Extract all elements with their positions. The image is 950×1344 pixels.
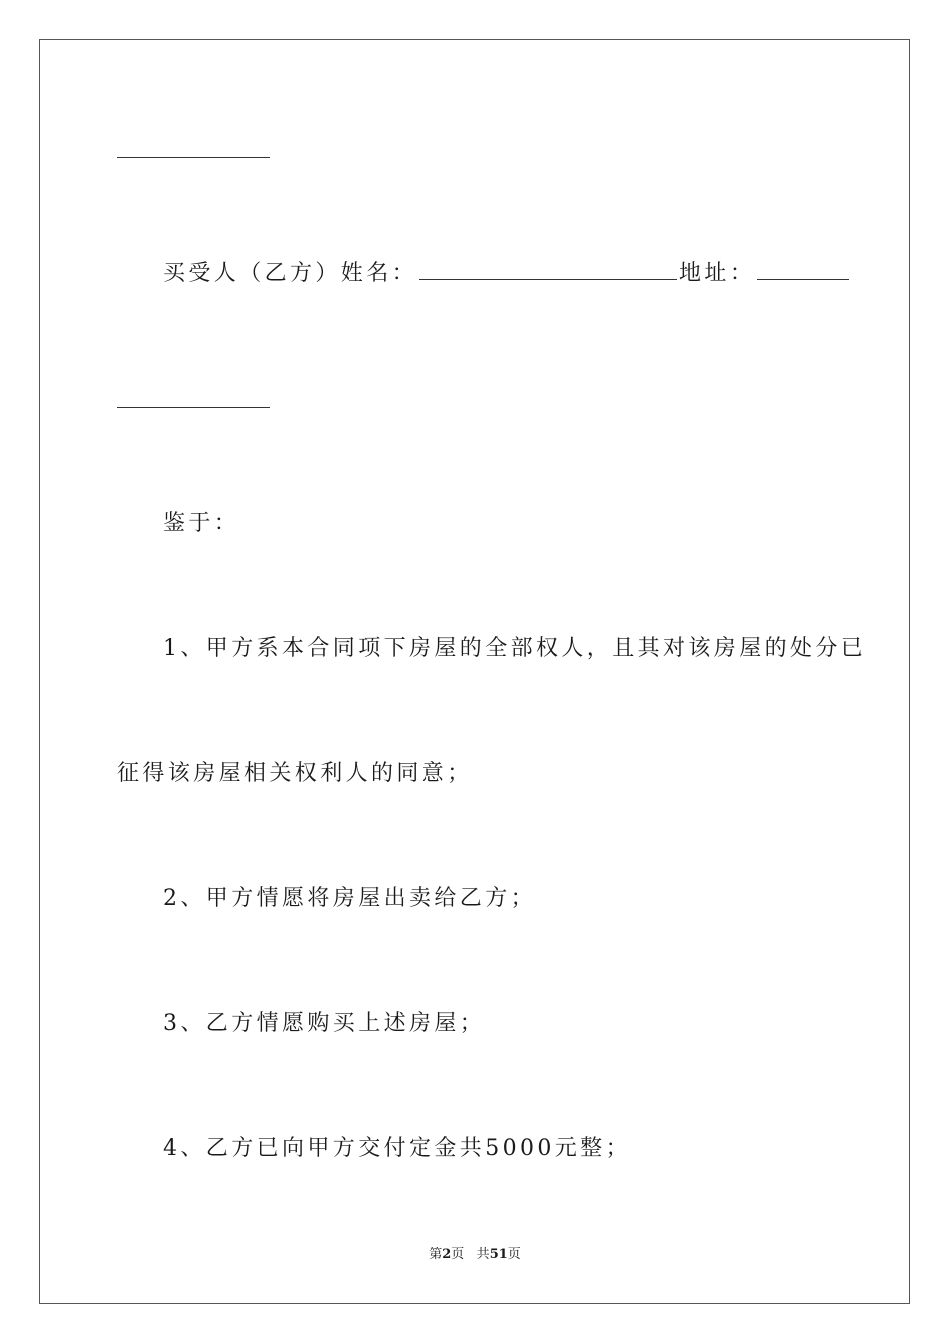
clause-2: 2、甲方情愿将房屋出卖给乙方； [163, 886, 536, 911]
buyer-address-label: 地址： [679, 261, 756, 286]
page-footer [0, 1247, 950, 1263]
clause-4: 4、乙方已向甲方交付定金共5000元整； [163, 1136, 631, 1161]
footer-total-word: 页 [507, 1247, 521, 1262]
footer-prefix: 第 [429, 1247, 443, 1262]
blank-line-buyer-address [117, 407, 270, 408]
footer-total-prefix: 共 [476, 1247, 490, 1262]
buyer-address-blank [757, 279, 849, 280]
buyer-line [163, 259, 843, 289]
page-frame [39, 39, 910, 1304]
clause-3: 3、乙方情愿购买上述房屋； [163, 1011, 486, 1036]
whereas-heading: 鉴于： [163, 511, 240, 536]
clause-1-line-2: 征得该房屋相关权利人的同意； [117, 761, 473, 786]
clause-1-line-1: 1、甲方系本合同项下房屋的全部权人，且其对该房屋的处分已 [163, 636, 867, 661]
blank-line-top [117, 157, 270, 158]
footer-page-number: 2 [442, 1247, 452, 1262]
buyer-name-label: 买受人（乙方）姓名： [163, 261, 418, 286]
footer-page-word: 页 [451, 1247, 465, 1262]
footer-total-pages: 51 [489, 1247, 508, 1262]
buyer-name-blank [419, 279, 677, 280]
